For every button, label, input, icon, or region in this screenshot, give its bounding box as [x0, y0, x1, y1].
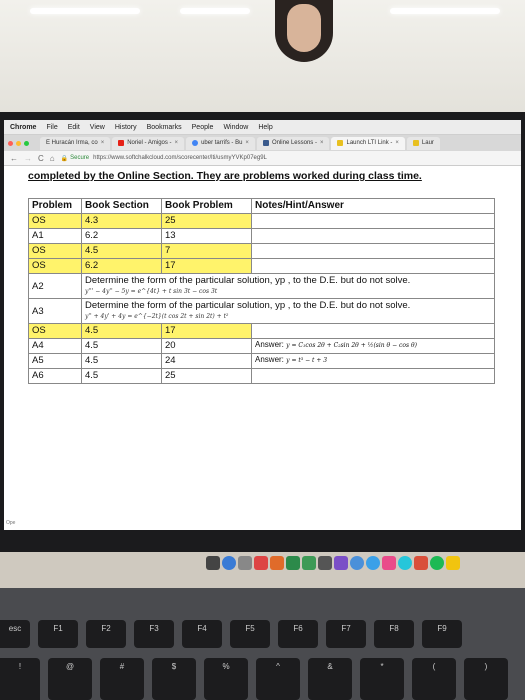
dock-app-icon[interactable] [398, 556, 412, 570]
cell-notes [252, 324, 495, 339]
cell-book-problem: 25 [162, 214, 252, 229]
tab-uber-tarrifs[interactable] [186, 137, 255, 150]
table-row [29, 274, 495, 299]
cell-book-problem: 24 [162, 354, 252, 369]
dock-app-icon[interactable] [382, 556, 396, 570]
menu-bookmarks[interactable]: Bookmarks [146, 123, 182, 131]
close-tab-icon[interactable]: × [100, 140, 105, 146]
table-row [29, 229, 495, 244]
number-key-0[interactable]: ) [464, 658, 508, 700]
number-key-9[interactable]: ( [412, 658, 456, 700]
cell-problem: OS [29, 324, 82, 339]
cell-answer [252, 354, 495, 369]
number-key-7[interactable]: & [308, 658, 352, 700]
f4-key[interactable]: F4 [182, 620, 222, 648]
f6-key[interactable]: F6 [278, 620, 318, 648]
mac-dock [168, 549, 498, 577]
cell-problem: A3 [29, 299, 82, 324]
forward-arrow-icon[interactable]: → [24, 153, 32, 163]
problems-table [28, 198, 495, 384]
cell-section: 4.3 [82, 214, 162, 229]
f2-key[interactable]: F2 [86, 620, 126, 648]
close-tab-icon[interactable]: × [395, 140, 399, 146]
cell-description [82, 274, 495, 299]
address-bar [4, 151, 521, 166]
f9-key[interactable]: F9 [422, 620, 462, 648]
tab-noriel[interactable] [112, 137, 184, 150]
secure-lock-icon: 🔒 [60, 155, 69, 162]
dock-app-icon[interactable] [318, 556, 332, 570]
messages-icon[interactable] [302, 556, 316, 570]
table-row [29, 339, 495, 354]
ceiling-light [30, 8, 140, 14]
differential-equation: y''' − 4y'' − 5y = e^{4t} + t sin 3t − cos 3t [85, 288, 218, 295]
close-tab-icon[interactable]: × [245, 140, 249, 146]
number-key-row [0, 658, 516, 700]
dock-app-icon[interactable] [206, 556, 220, 570]
corner-text: Ope [6, 520, 16, 526]
menu-history[interactable]: History [114, 123, 137, 131]
cell-section: 4.5 [82, 369, 162, 384]
function-key-row [0, 620, 470, 648]
room-background [0, 0, 525, 118]
cell-problem: OS [29, 214, 82, 229]
cell-book-problem: 7 [162, 244, 252, 259]
number-key-6[interactable]: ^ [256, 658, 300, 700]
ceiling-light [180, 8, 250, 14]
close-tab-icon[interactable]: × [174, 140, 179, 146]
tab-laur[interactable] [407, 137, 440, 150]
tab-huracan[interactable] [40, 137, 110, 150]
f1-key[interactable]: F1 [38, 620, 78, 648]
cell-problem: A4 [29, 339, 82, 354]
table-row [29, 324, 495, 339]
tab-label: Laur [421, 140, 434, 146]
number-key-3[interactable]: # [100, 658, 144, 700]
cell-book-problem: 25 [162, 369, 252, 384]
menubar-app-name[interactable]: Chrome [10, 123, 37, 131]
cell-answer [252, 339, 495, 354]
spotify-icon[interactable] [430, 556, 444, 570]
cell-section: 4.5 [82, 339, 162, 354]
column-header: Problem [29, 199, 82, 214]
f8-key[interactable]: F8 [374, 620, 414, 648]
close-tab-icon[interactable]: × [319, 140, 324, 146]
cell-problem: A5 [29, 354, 82, 369]
number-key-8[interactable]: * [360, 658, 404, 700]
dock-app-icon[interactable] [446, 556, 460, 570]
cell-section: 4.5 [82, 324, 162, 339]
lessons-icon [263, 140, 269, 146]
safari-icon[interactable] [222, 556, 236, 570]
minimize-window-button[interactable] [16, 141, 21, 146]
cell-section: 4.5 [82, 354, 162, 369]
tab-label: Online Lessons - [271, 140, 317, 146]
cell-section: 6.2 [82, 259, 162, 274]
check-icon [413, 140, 419, 146]
google-icon [192, 140, 198, 146]
maximize-window-button[interactable] [24, 141, 29, 146]
description-text: Determine the form of the particular solution, yp , to the D.E. but do not solve. [85, 275, 411, 286]
dock-app-icon[interactable] [366, 556, 380, 570]
tab-label: Noriel - Amigos - [127, 140, 172, 146]
cell-section: 4.5 [82, 244, 162, 259]
cell-book-problem: 17 [162, 259, 252, 274]
calendar-icon[interactable] [254, 556, 268, 570]
esc-key[interactable]: esc [0, 620, 30, 648]
dock-app-icon[interactable] [270, 556, 284, 570]
cell-section: 6.2 [82, 229, 162, 244]
tab-online-lessons[interactable] [257, 137, 330, 150]
cell-book-problem: 17 [162, 324, 252, 339]
column-header: Notes/Hint/Answer [252, 199, 495, 214]
table-header-row [29, 199, 495, 214]
cell-notes [252, 259, 495, 274]
table-row [29, 299, 495, 324]
page-content [4, 166, 521, 384]
table-row [29, 259, 495, 274]
table-row [29, 369, 495, 384]
tab-label: uber tarrifs - Bu [201, 140, 243, 146]
ceiling-light [390, 8, 500, 14]
cell-description [82, 299, 495, 324]
tab-label: Launch LTI Link - [346, 140, 393, 146]
number-key-5[interactable]: % [204, 658, 248, 700]
column-header: Book Section [82, 199, 162, 214]
cell-problem: OS [29, 259, 82, 274]
cell-problem: A2 [29, 274, 82, 299]
keyboard-deck [0, 588, 525, 700]
person-behind-laptop [275, 0, 333, 62]
home-icon[interactable]: ⌂ [49, 153, 55, 163]
cell-problem: OS [29, 244, 82, 259]
back-arrow-icon[interactable]: ← [10, 153, 18, 163]
number-key-2[interactable]: @ [48, 658, 92, 700]
browser-tab-strip [4, 135, 521, 151]
f7-key[interactable]: F7 [326, 620, 366, 648]
answer-label: Answer: [255, 340, 284, 349]
cell-book-problem: 13 [162, 229, 252, 244]
url-field[interactable]: https://www.softchalkcloud.com/scorecenter/lti/usmyYVKp07eg9L [93, 155, 267, 161]
menu-people[interactable]: People [191, 123, 214, 131]
close-window-button[interactable] [8, 141, 13, 146]
description-text: Determine the form of the particular solution, yp , to the D.E. but do not solve. [85, 300, 411, 311]
check-icon [337, 140, 343, 146]
window-controls [8, 141, 32, 146]
secure-label: Secure [70, 155, 90, 161]
table-row [29, 214, 495, 229]
cell-notes [252, 229, 495, 244]
laptop-screen [4, 120, 521, 530]
menu-file[interactable]: File [46, 123, 58, 131]
cell-book-problem: 20 [162, 339, 252, 354]
cell-problem: A1 [29, 229, 82, 244]
table-row [29, 354, 495, 369]
cell-notes [252, 369, 495, 384]
chrome-icon[interactable] [350, 556, 364, 570]
menu-view[interactable]: View [89, 123, 105, 131]
mac-menubar [4, 120, 521, 135]
reload-icon[interactable]: C [38, 153, 44, 163]
column-header: Book Problem [162, 199, 252, 214]
menu-window[interactable]: Window [223, 123, 249, 131]
dock-app-icon[interactable] [334, 556, 348, 570]
table-row [29, 244, 495, 259]
answer-formula: y = C₁cos 2θ + C₂sin 2θ + ½(sin θ − cos θ) [286, 342, 417, 349]
menu-edit[interactable]: Edit [67, 123, 80, 131]
menu-help[interactable]: Help [258, 123, 273, 131]
answer-formula: y = t³ − t + 3 [286, 357, 328, 364]
f3-key[interactable]: F3 [134, 620, 174, 648]
answer-label: Answer: [255, 355, 284, 364]
number-key-4[interactable]: $ [152, 658, 196, 700]
cell-problem: A6 [29, 369, 82, 384]
tab-launch-lti-link[interactable] [331, 137, 404, 150]
page-heading: completed by the Online Section. They are problems worked during class time. [28, 170, 422, 182]
differential-equation: y'' + 4y' + 4y = e^{−2t}(t cos 2t + sin 2t) + t² [85, 313, 229, 320]
f5-key[interactable]: F5 [230, 620, 270, 648]
tab-label: E Huracán Irma, co [46, 140, 98, 146]
dock-app-icon[interactable] [414, 556, 428, 570]
cell-notes [252, 244, 495, 259]
youtube-icon [118, 140, 124, 146]
number-key-1[interactable]: ! [0, 658, 40, 700]
maps-icon[interactable] [286, 556, 300, 570]
cell-notes [252, 214, 495, 229]
dock-app-icon[interactable] [238, 556, 252, 570]
